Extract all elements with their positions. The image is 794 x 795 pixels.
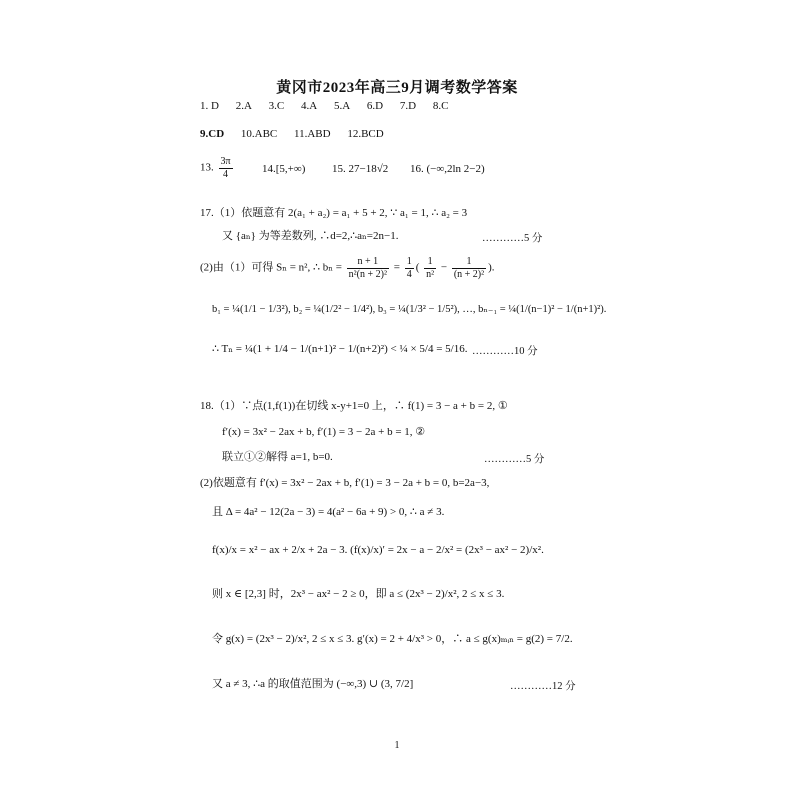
answer-10: 10.ABC [240, 128, 278, 140]
q17-quarter-numerator: 1 [406, 256, 412, 267]
q17-part1-line1: 17.（1）依题意有 2(a₁ + a₂) = a₁ + 5 + 2, ∵ a₁ = 1, ∴ a₂ = 3 [200, 207, 468, 219]
q17-bn-lhs: (2)由（1）可得 Sₙ = n², ∴ bₙ = [200, 261, 342, 274]
q17-bn-denominator: n²(n + 2)² [348, 268, 387, 280]
q17-part2-line1 [200, 256, 495, 280]
answers-row-1 [200, 100, 462, 113]
q18-part2-line4: 则 x ∈ [2,3] 时，2x³ − ax² − 2 ≥ 0，即 a ≤ (2x³ − 2)/x², 2 ≤ x ≤ 3. [212, 588, 505, 600]
q17-part1-score: …………5 分 [482, 233, 543, 244]
answer-14: 14.[5,+∞) [262, 163, 306, 175]
q18-part1-line1: 18.（1）∵点(1,f(1))在切线 x-y+1=0 上，∴ f(1) = 3 − a + b = 2, ① [200, 400, 508, 412]
answer-13-label: 13. [200, 161, 214, 174]
q17-term2-denominator: (n + 2)² [453, 268, 485, 280]
q17-term2-numerator: 1 [452, 256, 486, 269]
q17-term1-fraction [424, 256, 436, 280]
q17-part1-line2: 又 {aₙ} 为等差数列, ∴d=2,∴aₙ=2n−1. [222, 230, 399, 242]
q17-quarter-denominator: 4 [406, 268, 412, 280]
answer-13-numerator: 3π [220, 156, 231, 167]
q17-term1-denominator: n² [426, 268, 435, 280]
answer-2: 2.A [235, 100, 252, 112]
answer-12: 12.BCD [347, 128, 384, 140]
q17-term1-numerator: 1 [424, 256, 436, 269]
q17-close-paren: ). [488, 261, 495, 274]
answer-15: 15. 27−18√2 [332, 163, 389, 175]
page-title: 黄冈市2023年高三9月调考数学答案 [276, 80, 518, 96]
q18-part2-score: …………12 分 [510, 681, 576, 692]
answers-row-2 [200, 128, 398, 141]
answer-6: 6.D [366, 100, 384, 112]
answer-1: 1. D [200, 100, 219, 112]
page-number: 1 [394, 740, 400, 751]
answer-16: 16. (−∞,2ln 2−2) [410, 163, 485, 175]
answer-3: 3.C [268, 100, 285, 112]
q17-part2-line2: b₁ = ¼(1/1 − 1/3²), b₂ = ¼(1/2² − 1/4²), b₃ = ¼(1/3² − 1/5²), …, bₙ₋₁ = ¼(1/(n−1)² − 1/(n+1)²). [212, 304, 607, 315]
answer-7: 7.D [399, 100, 417, 112]
q17-bn-numerator: n + 1 [347, 256, 389, 269]
answer-5: 5.A [333, 100, 351, 112]
q18-part1-line2: f′(x) = 3x² − 2ax + b, f′(1) = 3 − 2a + b = 1, ② [222, 426, 426, 438]
answer-4: 4.A [301, 100, 318, 112]
q18-part1-score: …………5 分 [484, 454, 545, 465]
q17-equals: = [393, 261, 400, 274]
answer-13-fraction [219, 156, 233, 180]
q18-part2-line2: 且 Δ = 4a² − 12(2a − 3) = 4(a² − 6a + 9) > 0, ∴ a ≠ 3. [212, 506, 445, 518]
q17-open-paren: ( [415, 261, 420, 274]
q17-part2-line3: ∴ Tₙ = ¼(1 + 1/4 − 1/(n+1)² − 1/(n+2)²) < ¼ × 5/4 = 5/16. [212, 343, 468, 355]
q18-part2-line6: 又 a ≠ 3, ∴a 的取值范围为 (−∞,3) ∪ (3, 7/2] [212, 678, 414, 690]
q17-bn-fraction [347, 256, 389, 280]
answer-8: 8.C [432, 100, 449, 112]
q17-part2-score: …………10 分 [472, 346, 538, 357]
q18-part2-line5: 令 g(x) = (2x³ − 2)/x², 2 ≤ x ≤ 3. g′(x) = 2 + 4/x³ > 0，∴ a ≤ g(x)ₘᵢₙ = g(2) = 7/2. [212, 633, 573, 645]
q18-part2-line1: (2)依题意有 f′(x) = 3x² − 2ax + b, f′(1) = 3 − 2a + b = 0, b=2a−3, [200, 477, 490, 489]
q17-term2-fraction [452, 256, 486, 280]
q17-minus: − [440, 261, 448, 274]
q17-quarter-fraction [405, 256, 414, 280]
q18-part2-line3: f(x)/x = x² − ax + 2/x + 2a − 3. (f(x)/x)′ = 2x − a − 2/x² = (2x³ − ax² − 2)/x². [212, 544, 544, 556]
fill-answers-row [200, 156, 235, 180]
q18-part1-line3: 联立①②解得 a=1, b=0. [222, 451, 333, 463]
answer-13-denominator: 4 [223, 168, 229, 180]
answer-11: 11.ABD [294, 128, 331, 140]
answer-9: 9.CD [200, 128, 225, 140]
